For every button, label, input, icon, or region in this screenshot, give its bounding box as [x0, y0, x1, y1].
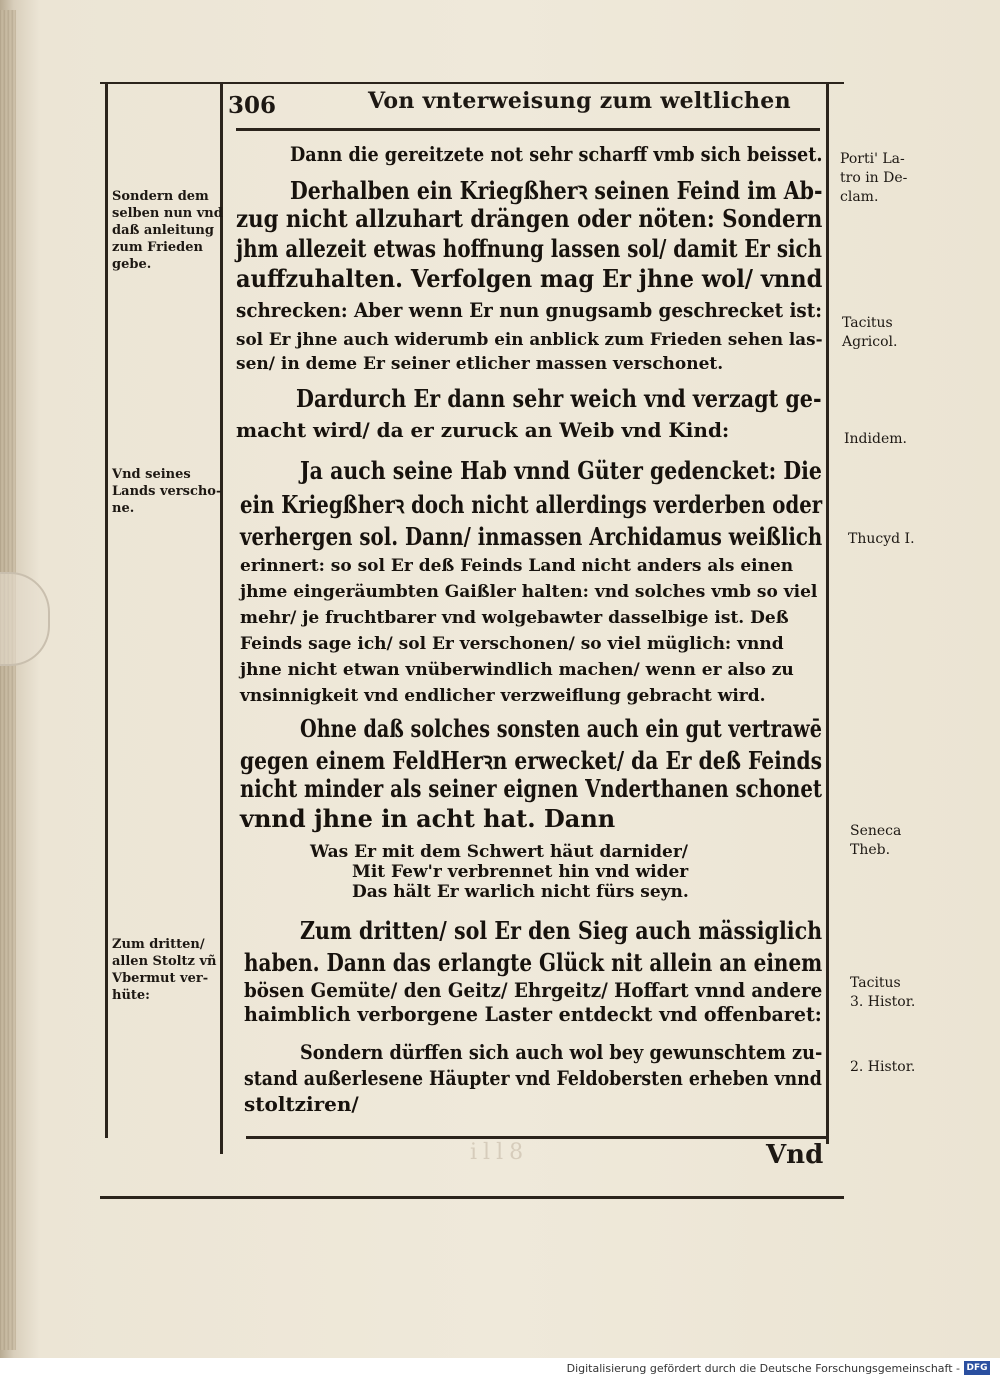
body-line: stoltziren/ — [244, 1092, 359, 1116]
body-line: Ohne daß solches sonsten auch ein gut vertrawē — [300, 714, 822, 743]
margin-note-line: clam. — [840, 189, 879, 205]
right-margin-note — [850, 822, 901, 860]
margin-note-line: Vnd seines — [112, 467, 191, 482]
body-line: Sondern dürffen sich auch wol bey gewunschtem zu- — [300, 1040, 823, 1064]
body-line: Zum dritten/ sol Er den Sieg auch mässiglich — [300, 916, 823, 945]
margin-note-line: gebe. — [112, 257, 152, 272]
body-line: Dann die gereitzete not sehr scharff vmb sich beisset. — [290, 142, 823, 166]
right-margin-note — [844, 430, 907, 449]
margin-note-line: 3. Histor. — [850, 994, 916, 1010]
verse-line: Das hält Er warlich nicht fürs seyn. — [352, 882, 689, 902]
verse-line: Was Er mit dem Schwert häut darnider/ — [310, 842, 688, 862]
margin-note-line: Tacitus — [850, 975, 901, 991]
body-line: bösen Gemüte/ den Geitz/ Ehrgeitz/ Hoffart vnnd andere — [244, 978, 823, 1002]
body-line: mehr/ je fruchtbarer vnd wolgebawter dasselbige ist. Deß — [240, 608, 789, 628]
left-margin-note — [112, 466, 221, 517]
footer-rule — [246, 1136, 826, 1139]
margin-note-line: tro in De- — [840, 170, 908, 186]
margin-note-line: Porti' La- — [840, 151, 905, 167]
right-margin-note — [850, 1058, 915, 1077]
verse-line: Mit Few'r verbrennet hin vnd wider — [352, 862, 689, 882]
body-line: jhne nicht etwan vnüberwindlich machen/ wenn er also zu — [240, 660, 794, 680]
body-line: macht wird/ da er zuruck an Weib vnd Kind: — [236, 418, 730, 442]
margin-note-line: hüte: — [112, 988, 150, 1003]
right-margin-note — [850, 974, 915, 1012]
body-line: vnsinnigkeit vnd endlicher verzweiflung gebracht wird. — [240, 686, 766, 706]
body-line: sen/ in deme Er seiner etlicher massen verschonet. — [236, 354, 724, 374]
frame-rule-left — [105, 84, 108, 1138]
body-line: Ja auch seine Hab vnnd Güter gedencket: Die — [300, 456, 822, 485]
body-line: sol Er jhne auch widerumb ein anblick zum Frieden sehen las- — [236, 330, 823, 350]
show-through-text: ill8 — [470, 1140, 530, 1165]
body-line: gegen einem FeldHerꝛn erwecket/ da Er deß Feinds — [240, 746, 823, 775]
margin-note-line: ne. — [112, 501, 135, 516]
running-head: Von vnterweisung zum weltlichen — [368, 88, 791, 114]
body-line: jhme eingeräumbten Gaißler halten: vnd solches vmb so viel — [240, 582, 818, 602]
body-line: Derhalben ein Kriegßherꝛ seinen Feind im Ab- — [290, 176, 823, 205]
margin-note-line: Lands verscho- — [112, 484, 222, 499]
body-line: nicht minder als seiner eignen Vnderthanen schonet — [240, 774, 822, 803]
margin-note-line: Zum dritten/ — [112, 937, 205, 952]
right-margin-note — [840, 150, 907, 207]
margin-note-line: Seneca — [850, 823, 902, 839]
left-margin-note — [112, 188, 223, 273]
book-edge — [0, 10, 16, 1350]
margin-note-line: Thucyd I. — [848, 531, 915, 547]
body-line: ein Kriegßherꝛ doch nicht allerdings verderben oder — [240, 490, 823, 519]
page-number: 306 — [228, 92, 277, 119]
frame-rule-right — [826, 84, 829, 1144]
margin-note-line: Sondern dem — [112, 189, 209, 204]
right-margin-note — [848, 530, 915, 549]
margin-note-line: zum Frieden — [112, 240, 203, 255]
margin-note-line: Tacitus — [842, 315, 893, 331]
catchword: Vnd — [766, 1140, 824, 1170]
margin-note-line: Agricol. — [842, 334, 898, 350]
left-margin-note — [112, 936, 216, 1004]
margin-note-line: selben nun vnd — [112, 206, 223, 221]
margin-note-line: Theb. — [850, 842, 891, 858]
footer-credit: Digitalisierung gefördert durch die Deutsche Forschungsgemeinschaft - — [566, 1362, 960, 1375]
body-line: erinnert: so sol Er deß Feinds Land nicht anders als einen — [240, 556, 794, 576]
body-line: verhergen sol. Dann/ inmassen Archidamus weißlich — [240, 522, 823, 551]
body-line: stand außerlesene Häupter vnd Feldobersten erheben vnnd — [244, 1066, 822, 1090]
body-line: haben. Dann das erlangte Glück nit allein an einem — [244, 948, 823, 977]
body-line: auffzuhalten. Verfolgen mag Er jhne wol/ vnnd — [236, 264, 823, 293]
body-line: Feinds sage ich/ sol Er verschonen/ so viel müglich: vnnd — [240, 634, 784, 654]
margin-note-line: Indidem. — [844, 431, 907, 447]
margin-note-line: Vbermut ver- — [112, 971, 209, 986]
body-line: Dardurch Er dann sehr weich vnd verzagt ge- — [296, 384, 822, 413]
margin-note-line: allen Stoltz vñ — [112, 954, 217, 969]
dfg-logo: DFG — [964, 1361, 990, 1375]
body-line: jhm allezeit etwas hoffnung lassen sol/ damit Er sich — [236, 234, 822, 263]
margin-note-line: daß anleitung — [112, 223, 214, 238]
margin-note-line: 2. Histor. — [850, 1059, 916, 1075]
header-rule — [236, 128, 820, 131]
body-line: vnnd jhne in acht hat. Dann — [240, 804, 616, 833]
right-margin-note — [842, 314, 897, 352]
body-line: haimblich verborgene Laster entdeckt vnd offenbaret: — [244, 1002, 822, 1026]
body-line: zug nicht allzuhart drängen oder nöten: Sondern — [236, 204, 823, 233]
body-line: schrecken: Aber wenn Er nun gnugsamb geschrecket ist: — [236, 298, 822, 322]
